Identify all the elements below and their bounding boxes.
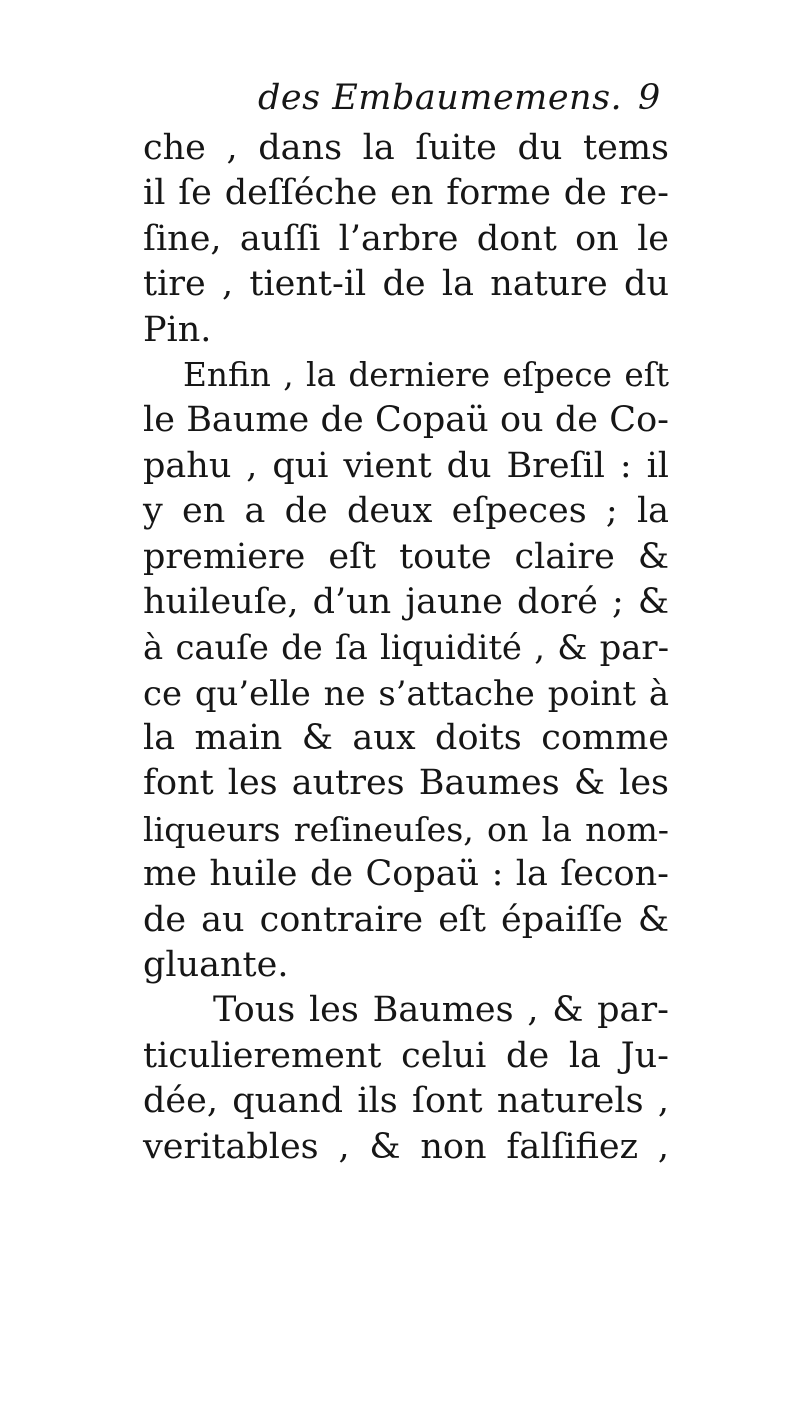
text-line: dée, quand ils ſont naturels , — [143, 1081, 669, 1122]
text-line: ſine, auſſi l’arbre dont on le — [143, 218, 669, 259]
text-line: il ſe deſſéche en forme de re- — [143, 173, 669, 214]
text-line: ticulierement celui de la Ju- — [143, 1035, 669, 1076]
running-title: des Embaumemens. — [258, 78, 623, 118]
text-line: gluante. — [143, 945, 289, 986]
text-line: huileuſe, d’un jaune doré ; & — [143, 581, 669, 622]
text-line: le Baume de Copaü ou de Co- — [143, 400, 669, 441]
text-line: veritables , & non falſifiez , — [143, 1126, 669, 1167]
text-line: liqueurs reſineuſes, on la nom- — [143, 809, 669, 849]
text-line: font les autres Baumes & les — [143, 763, 669, 804]
text-line: me huile de Copaü : la ſecon- — [143, 854, 669, 895]
text-line: à cauſe de ſa liquidité , & par- — [143, 628, 669, 668]
text-line: premiere eſt toute claire & — [143, 536, 669, 577]
text-line: y en a de deux eſpeces ; la — [143, 491, 669, 532]
paragraph-start-line: Tous les Baumes , & par- — [213, 990, 669, 1031]
text-line: Pin. — [143, 309, 212, 350]
page-number: 9 — [638, 78, 661, 118]
body-text — [143, 126, 669, 1170]
text-line: pahu , qui vient du Breſil : il — [143, 445, 669, 486]
text-line: de au contraire eſt épaiſſe & — [143, 899, 669, 940]
text-line: tire , tient-il de la nature du — [143, 264, 669, 305]
text-line: ce qu’elle ne s’attache point à — [143, 673, 669, 713]
text-line: che , dans la ſuite du tems — [143, 128, 669, 168]
text-line: la main & aux doits comme — [143, 718, 669, 759]
paragraph-start-line: Enfin , la derniere eſpece eſt — [183, 355, 669, 394]
